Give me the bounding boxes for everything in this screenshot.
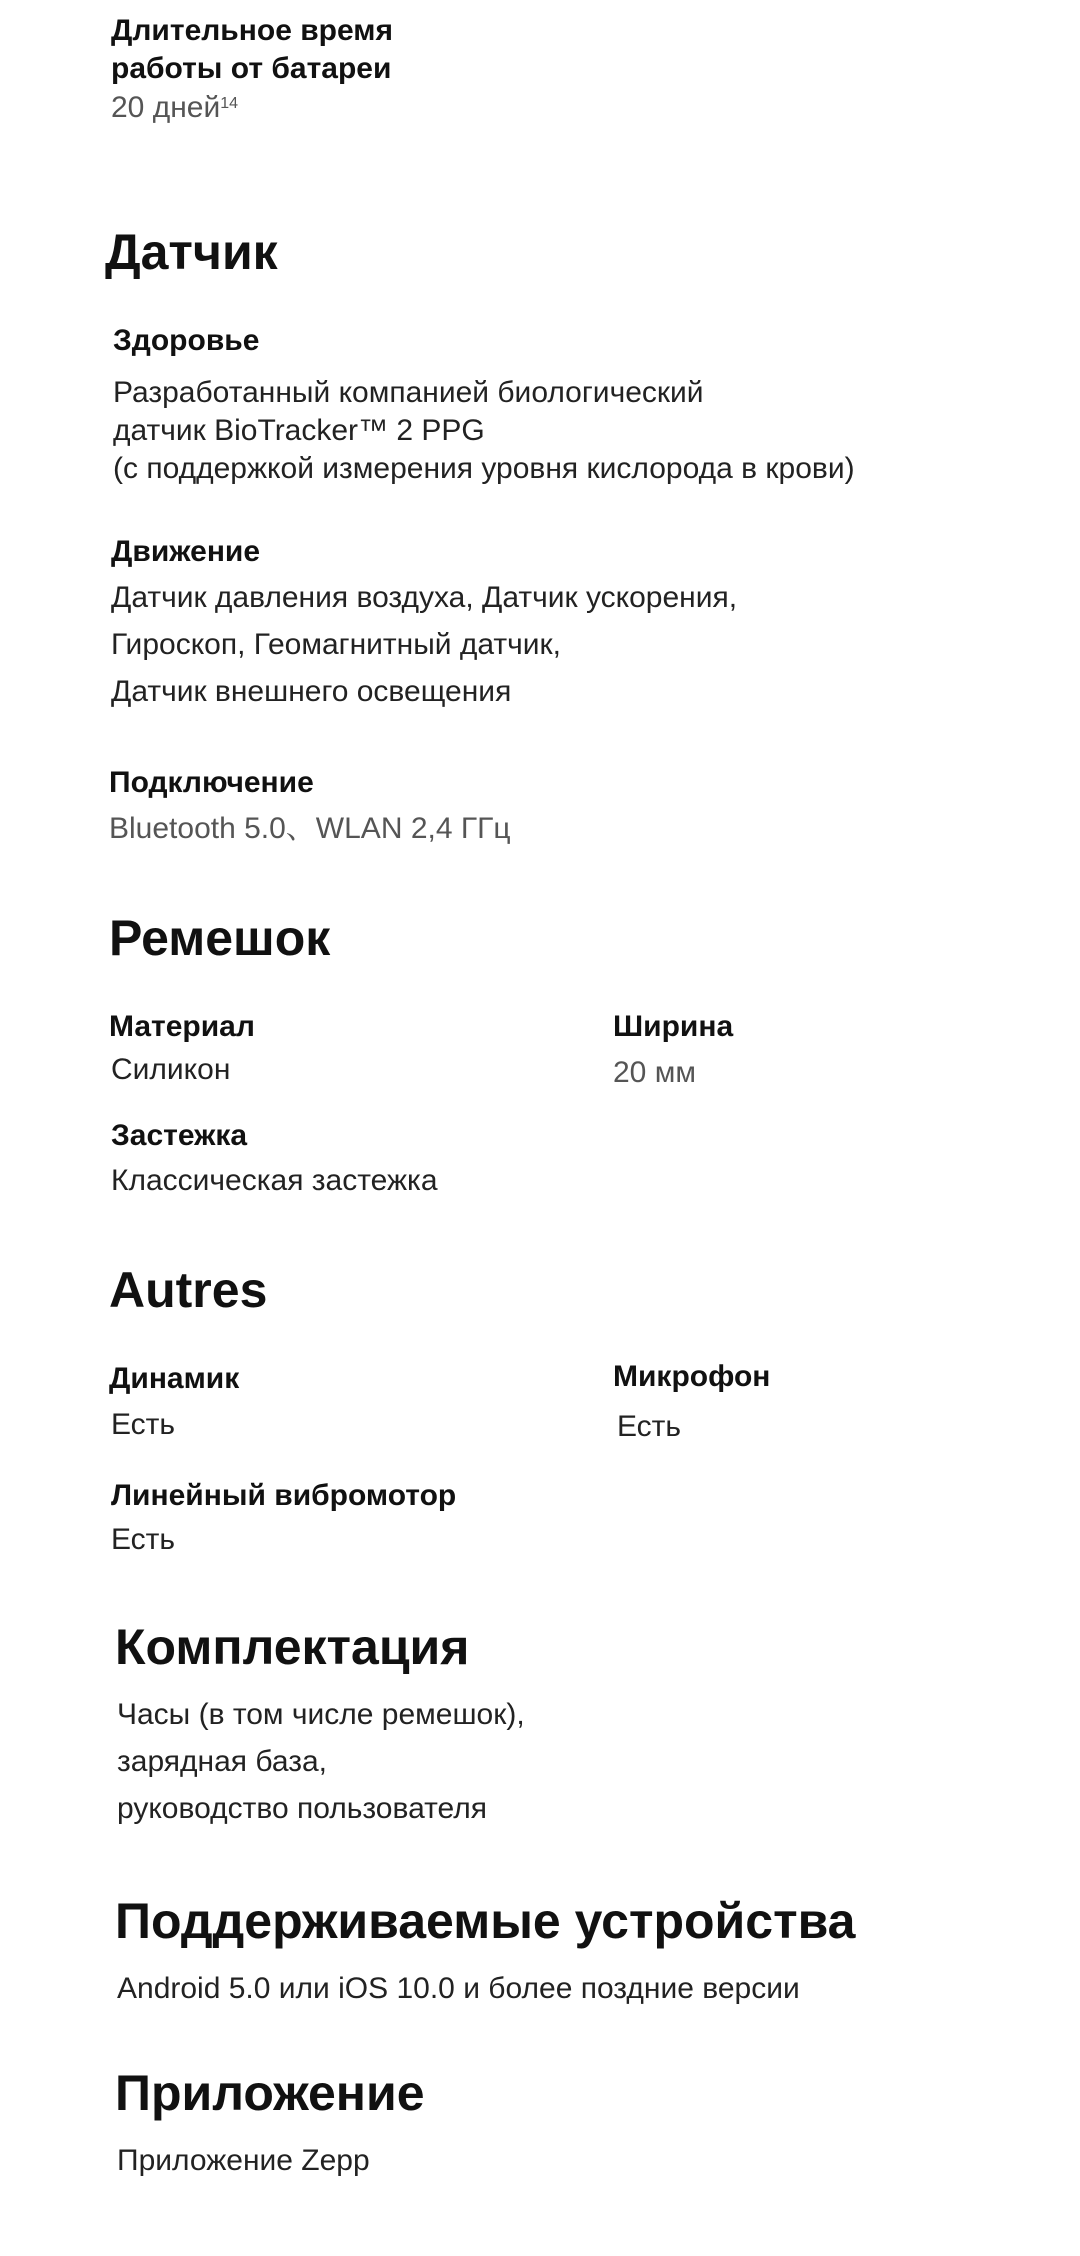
connection-value: Bluetooth 5.0、WLAN 2,4 ГГц <box>109 812 511 845</box>
health-line-3: (с поддержкой измерения уровня кислорода в крови) <box>113 452 855 485</box>
devices-section-title: Поддерживаемые устройства <box>115 1893 856 1949</box>
clasp-value: Классическая застежка <box>111 1164 438 1197</box>
speaker-value: Есть <box>111 1408 176 1441</box>
battery-value <box>111 89 238 127</box>
motion-line-3: Датчик внешнего освещения <box>111 675 512 708</box>
package-line-3: руководство пользователя <box>117 1792 487 1825</box>
motion-line-2: Гироскоп, Геомагнитный датчик, <box>111 628 562 661</box>
health-label: Здоровье <box>113 324 260 357</box>
material-value: Силикон <box>111 1053 231 1086</box>
battery-value-text: 20 дней <box>111 91 221 124</box>
material-label: Материал <box>109 1010 255 1043</box>
health-value <box>113 374 855 488</box>
app-section-title: Приложение <box>115 2065 425 2121</box>
battery-footnote: 14 <box>220 95 239 112</box>
vibration-motor-value: Есть <box>111 1523 176 1556</box>
motion-line-1: Датчик давления воздуха, Датчик ускорения, <box>111 581 738 614</box>
battery-label-line-1: Длительное время <box>111 14 393 47</box>
sensor-section-title: Датчик <box>105 224 278 280</box>
battery-label <box>111 12 393 88</box>
battery-label-line-2: работы от батареи <box>111 52 392 85</box>
health-line-1: Разработанный компанией биологический <box>113 376 704 409</box>
app-value: Приложение Zepp <box>117 2144 370 2177</box>
package-section-title: Комплектация <box>115 1619 470 1675</box>
health-line-2: датчик BioTracker™ 2 PPG <box>113 414 485 447</box>
package-contents <box>117 1691 525 1832</box>
width-label: Ширина <box>613 1010 734 1043</box>
package-line-2: зарядная база, <box>117 1745 327 1778</box>
motion-label: Движение <box>111 535 261 568</box>
vibration-motor-label: Линейный вибромотор <box>111 1479 457 1512</box>
microphone-value: Есть <box>617 1410 682 1443</box>
motion-value <box>111 574 737 715</box>
other-section-title: Autres <box>109 1262 268 1318</box>
speaker-label: Динамик <box>109 1362 240 1395</box>
width-value: 20 мм <box>613 1056 696 1089</box>
devices-value: Android 5.0 или iOS 10.0 и более поздние версии <box>117 1972 800 2005</box>
microphone-label: Микрофон <box>613 1360 771 1393</box>
strap-section-title: Ремешок <box>109 910 331 966</box>
connection-label: Подключение <box>109 766 314 799</box>
package-line-1: Часы (в том числе ремешок), <box>117 1698 525 1731</box>
clasp-label: Застежка <box>111 1119 248 1152</box>
